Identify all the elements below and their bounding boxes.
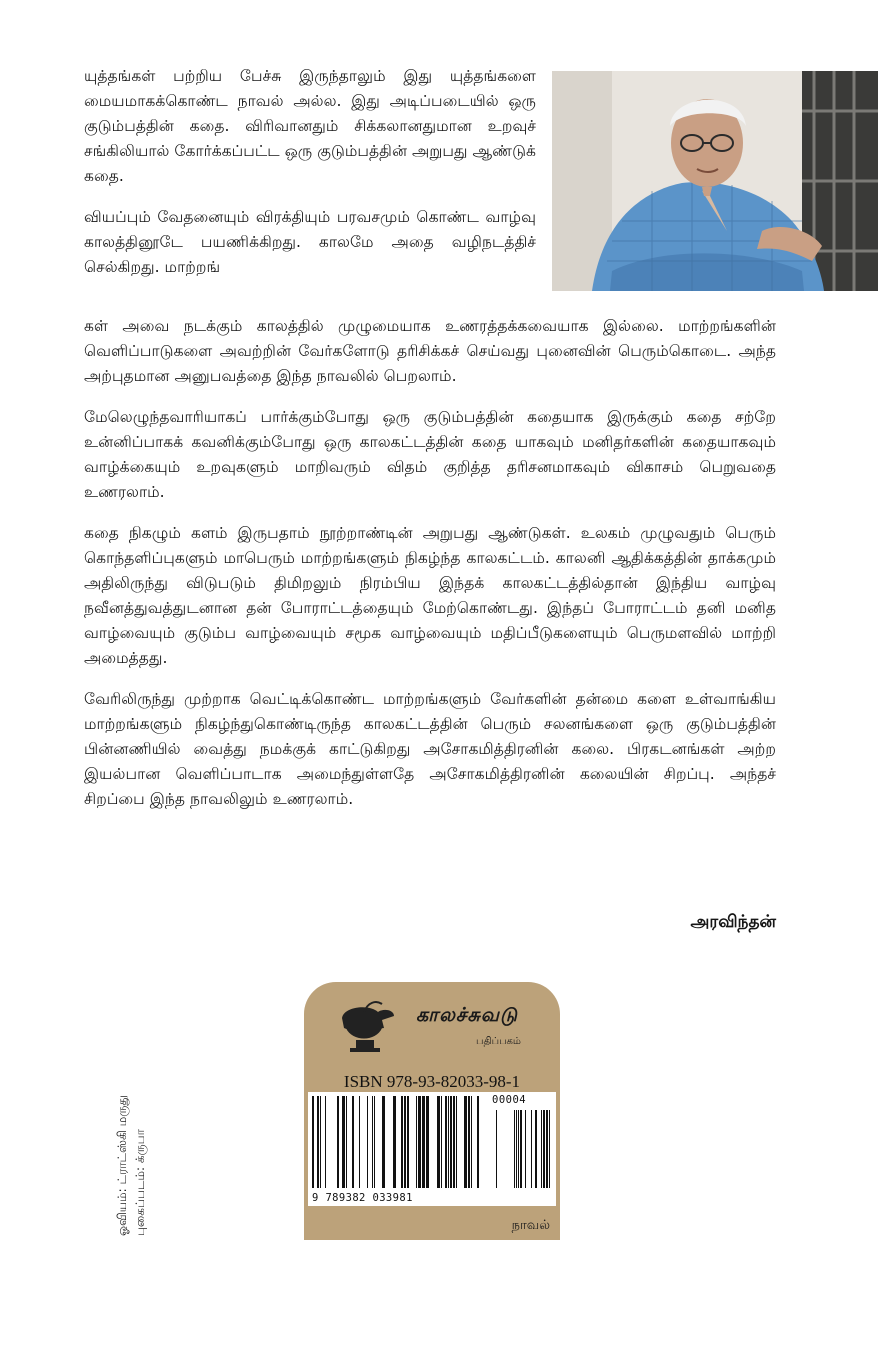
lamp-icon	[324, 998, 404, 1056]
blurb-paragraph-3: கள் அவை நடக்கும் காலத்தில் முழுமையாக உணரத்தக்கவையாக இல்லை. மாற்றங்களின் வெளிப்பாடுகளை அவற்றின் வேர்களோடு தரிசிக்கச் செய்வது புனைவின் பெரும்கொடை. அந்த அற்புதமான அனுபவத்தை இந்த நாவலில் பெறலாம்.	[84, 317, 776, 385]
genre-label: நாவல்	[511, 1218, 550, 1233]
blurb-paragraph-5: கதை நிகழும் களம் இருபதாம் நூற்றாண்டின் அறுபது ஆண்டுகள். உலகம் முழுவதும் பெரும் கொந்தளிப்புகளும் மாபெரும் மாற்றங்களும் நிகழ்ந்த காலகட்டம். காலனி ஆதிக்கத்தின் தாக்கமும் அதிலிருந்து விடுபடும் திமிறலும் நிரம்பிய இந்தக் காலகட்டத்தில்தான் இந்திய வாழ்வு நவீனத்துவத்துடனான தன் போராட்டத்தையும் மேற்கொண்டது. இந்தப் போராட்டம் தனி மனித வாழ்வையும் குடும்ப வாழ்வையும் சமூக வாழ்வையும் மதிப்பீடுகளையும் பெருமளவில் மாற்றி அமைத்தது.	[84, 524, 776, 667]
author-photo-image	[552, 71, 878, 291]
blurb-main	[84, 314, 776, 828]
barcode-digits: 9 789382 033981	[312, 1192, 413, 1204]
barcode-addon-digits: 00004	[492, 1094, 527, 1106]
credit-line-1: ஓவியம்: ட்ராட்ஸ்கி மருது	[115, 1095, 129, 1236]
barcode-bars	[308, 1092, 556, 1192]
publisher-box	[304, 982, 560, 1240]
blurb-paragraph-1: யுத்தங்கள் பற்றிய பேச்சு இருந்தாலும் இது யுத்தங்களை மையமாகக்கொண்ட நாவல் அல்ல. இது அடிப்படையில் ஒரு குடும்பத்தின் கதை. விரிவானதும் சிக்கலானதுமான உறவுச் சங்கிலியால் கோர்க்கப்பட்ட ஒரு குடும்பத்தின் அறுபது ஆண்டுக் கதை.	[84, 67, 536, 185]
publisher-label: பதிப்பகம்	[476, 1036, 521, 1047]
credits-rotated	[113, 1056, 149, 1236]
blurb-author: அரவிந்தன்	[690, 912, 776, 932]
publisher-logo	[324, 998, 540, 1056]
credit-line-2: புகைப்படம்: க்ருபா	[133, 1129, 147, 1236]
blurb-paragraph-2: வியப்பும் வேதனையும் விரக்தியும் பரவசமும் கொண்ட வாழ்வு காலத்தினூடே பயணிக்கிறது. காலமே அதை வழிநடத்திச் செல்கிறது. மாற்றங்	[84, 208, 536, 276]
publisher-logo-text: காலச்சுவடு	[416, 1004, 518, 1026]
author-photo	[552, 71, 878, 291]
blurb-paragraph-6: வேரிலிருந்து முற்றாக வெட்டிக்கொண்ட மாற்றங்களும் வேர்களின் தன்மை களை உள்வாங்கிய மாற்றங்களும் நிகழ்ந்துகொண்டிருந்த காலகட்டத்தின் பெரும் சலனங்களை ஒரு குடும்பத்தின் பின்னணியில் வைத்து நமக்குக் காட்டுகிறது அசோகமித்திரனின் கலை. பிரகடனங்கள் அற்ற இயல்பான வெளிப்பாடாக அமைந்துள்ளதே அசோகமித்திரனின் கலையின் சிறப்பு. அந்தச் சிறப்பை இந்த நாவலிலும் உணரலாம்.	[84, 690, 776, 808]
isbn-number: ISBN 978-93-82033-98-1	[343, 1072, 521, 1091]
blurb-paragraph-4: மேலெழுந்தவாரியாகப் பார்க்கும்போது ஒரு குடும்பத்தின் கதையாக இருக்கும் கதை சற்றே உன்னிப்பாகக் கவனிக்கும்போது ஒரு காலகட்டத்தின் கதை யாகவும் மனிதர்களின் கதையாகவும் வாழ்க்கையும் உறவுகளும் மாறிவரும் விதம் குறித்த தரிசனமாகவும் விகாசம் பெறுவதை உணரலாம்.	[84, 408, 776, 501]
barcode	[308, 1092, 556, 1206]
